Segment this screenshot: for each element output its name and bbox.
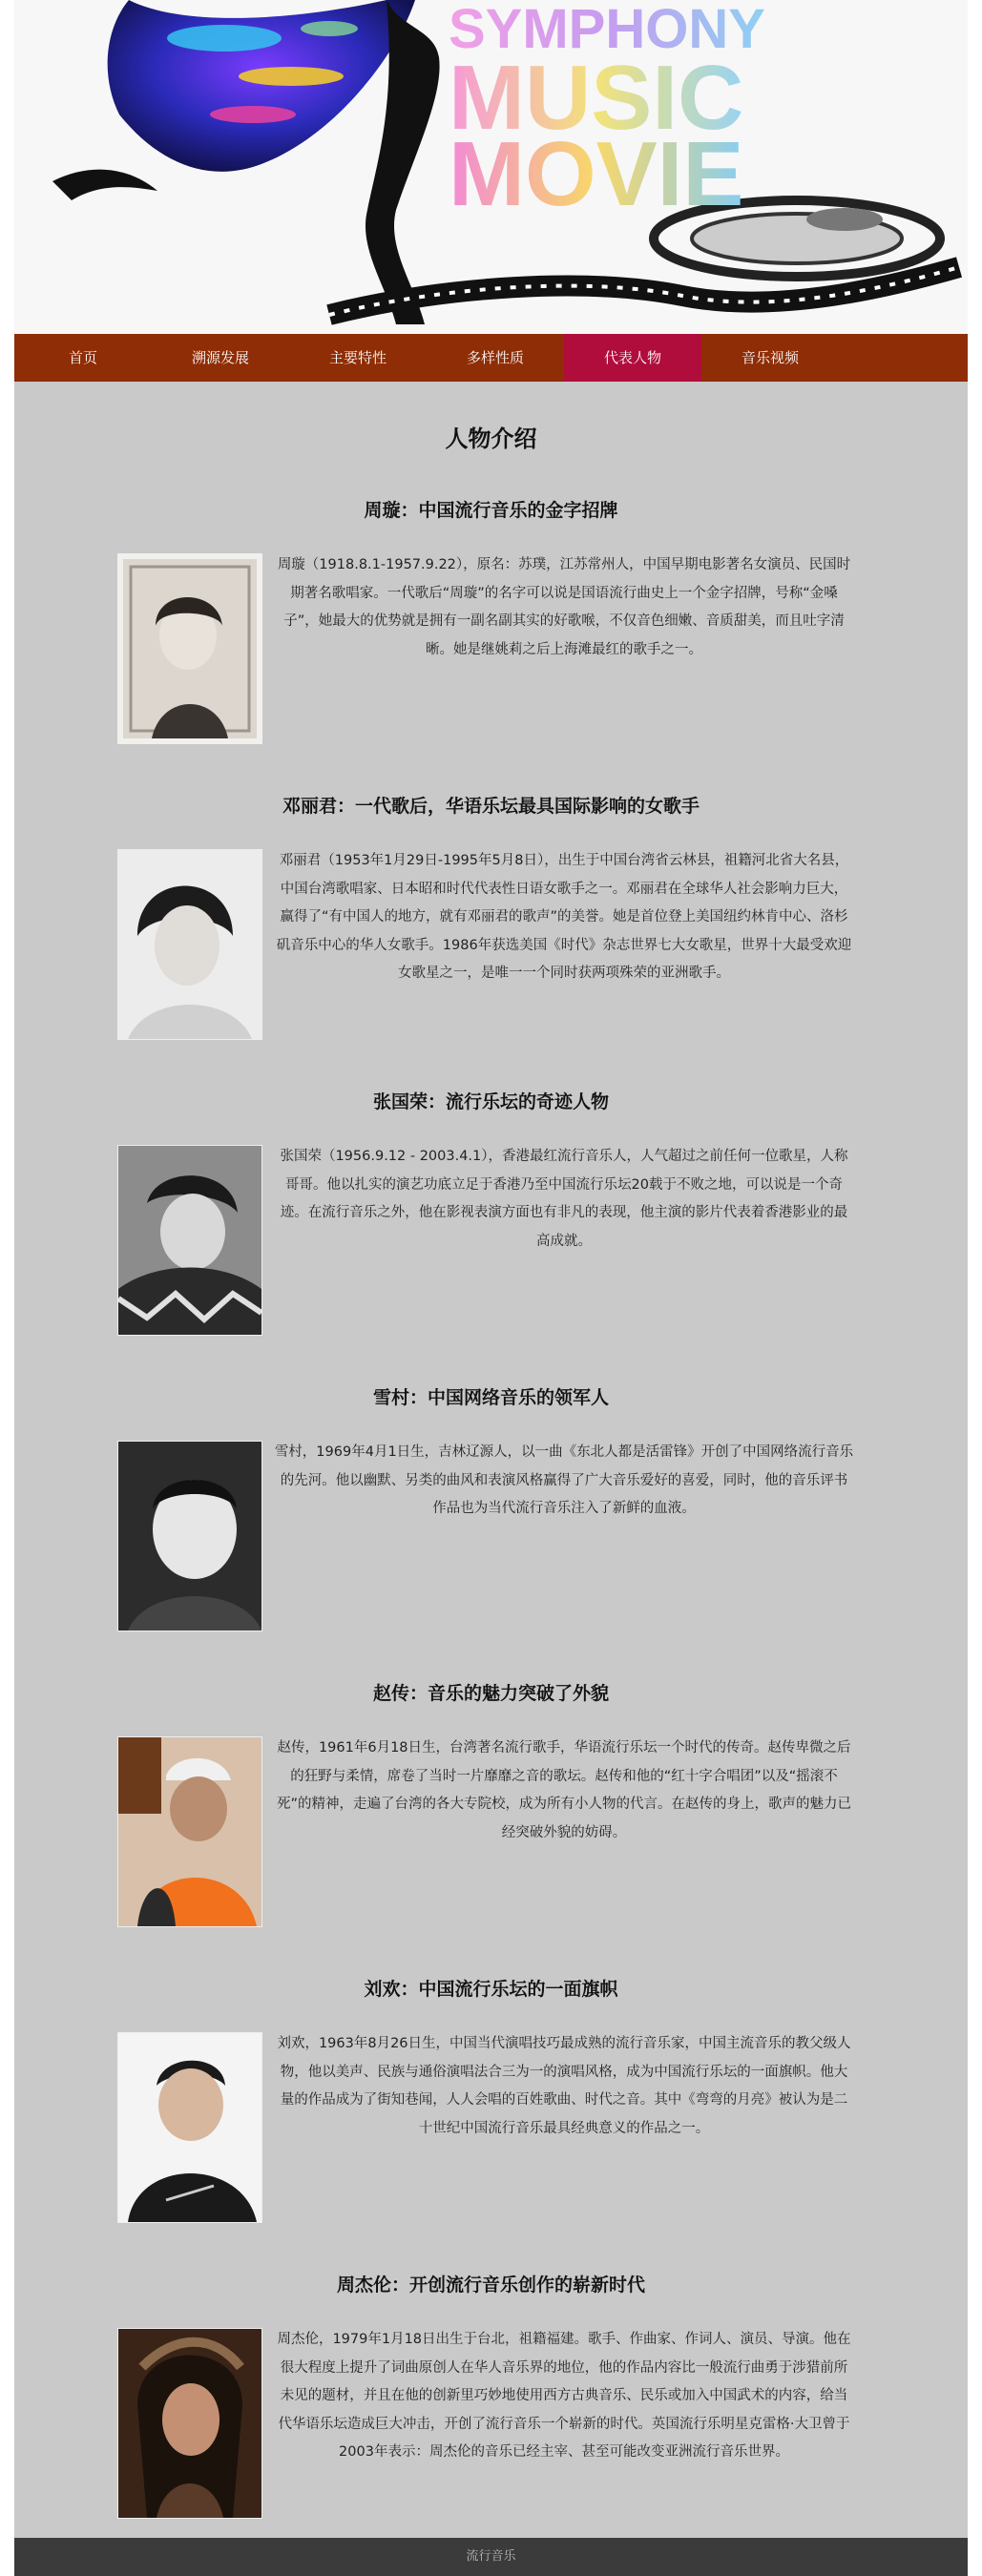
person-section xyxy=(14,1975,968,2252)
person-photo xyxy=(117,553,262,744)
banner-artwork xyxy=(14,0,968,334)
person-heading: 邓丽君：一代歌后，华语乐坛最具国际影响的女歌手 xyxy=(282,796,700,817)
person-photo xyxy=(117,1145,262,1336)
footer xyxy=(14,2538,968,2576)
banner-line-music: MUSIC xyxy=(449,47,744,149)
nav-home[interactable]: 首页 xyxy=(68,349,97,366)
page-container xyxy=(14,0,968,2576)
person-description: 周璇（1918.8.1-1957.9.22），原名：苏璞，江苏常州人，中国早期电影著名女演员、民国时期著名歌唱家。一代歌后“周璇”的名字可以说是国语流行曲史上一个金字招牌，号称“金嗓子”，她最大的优势就是拥有一副名副其实的好歌喉，不仅音色细嫩、音质甜美，而且吐字清晰。她是继姚莉之后上海滩最红的歌手之一。 xyxy=(277,557,851,657)
page-title: 人物介绍 xyxy=(445,426,537,452)
header-banner xyxy=(14,0,968,334)
footer-text: 流行音乐 xyxy=(466,2549,516,2564)
person-section xyxy=(14,792,968,1069)
person-heading: 赵传：音乐的魅力突破了外貌 xyxy=(372,1683,609,1704)
nav-diversity[interactable]: 多样性质 xyxy=(466,349,524,366)
main-nav xyxy=(14,334,968,382)
person-description: 赵传，1961年6月18日生，台湾著名流行歌手，华语流行乐坛一个时代的传奇。赵传卑微之后的狂野与柔情，席卷了当时一片靡靡之音的歌坛。赵传和他的“红十字合唱团”以及“摇滚不死”的精神，走遍了台湾的各大专院校，成为所有小人物的代言。在赵传的身上，歌声的魅力已经突破外貌的妨碍。 xyxy=(276,1740,851,1840)
person-description: 邓丽君（1953年1月29日-1995年5月8日），出生于中国台湾省云林县，祖籍河北省大名县，中国台湾歌唱家、日本昭和时代代表性日语女歌手之一。邓丽君在全球华人社会影响力巨大，赢得了“有中国人的地方，就有邓丽君的歌声”的美誉。她是首位登上美国纽约林肯中心、洛杉矶音乐中心的华人女歌手。1986年获选美国《时代》杂志世界七大女歌星，世界十大最受欢迎女歌星之一，是唯一一个同时获两项殊荣的亚洲歌手。 xyxy=(276,853,852,981)
banner-line-symphony: SYMPHONY xyxy=(449,0,765,60)
person-description: 张国荣（1956.9.12 - 2003.4.1），香港最红流行音乐人，人气超过之前任何一位歌星，人称哥哥。他以扎实的演艺功底立足于香港乃至中国流行乐坛20载于不败之地，可以说是一个奇迹。在流行音乐之外，他在影视表演方面也有非凡的表现，他主演的影片代表着香港影业的最高成就。 xyxy=(280,1149,848,1249)
person-description: 周杰伦，1979年1月18日出生于台北，祖籍福建。歌手、作曲家、作词人、演员、导演。他在很大程度上提升了词曲原创人在华人音乐界的地位，他的作品内容比一般流行曲勇于涉猎前所未见的题材，并且在他的创新里巧妙地使用西方古典音乐、民乐或加入中国武术的内容，给当代华语乐坛造成巨大冲击，开创了流行音乐一个崭新的时代。英国流行乐明星克雷格·大卫曾于2003年表示：周杰伦的音乐已经主宰、甚至可能改变亚洲流行音乐世界。 xyxy=(277,2332,851,2460)
person-description: 雪村，1969年4月1日生，吉林辽源人，以一曲《东北人都是活雷锋》开创了中国网络流行音乐的先河。他以幽默、另类的曲风和表演风格赢得了广大音乐爱好的喜爱，同时，他的音乐评书作品也为当代流行音乐注入了新鲜的血液。 xyxy=(274,1444,854,1516)
person-section xyxy=(14,2271,968,2538)
person-section xyxy=(14,1383,968,1660)
person-heading: 周璇：中国流行音乐的金字招牌 xyxy=(364,500,618,521)
person-section xyxy=(14,1088,968,1364)
nav-origin[interactable]: 溯源发展 xyxy=(191,349,249,366)
nav-videos[interactable]: 音乐视频 xyxy=(741,349,799,366)
banner-line-movie: MOVIE xyxy=(449,123,744,225)
person-section xyxy=(14,1679,968,1956)
person-section xyxy=(14,496,968,763)
person-heading: 刘欢：中国流行乐坛的一面旗帜 xyxy=(364,1979,618,2000)
person-photo xyxy=(117,2328,262,2519)
person-photo xyxy=(117,1736,262,1927)
person-photo xyxy=(117,2032,262,2223)
person-photo xyxy=(117,1441,262,1631)
person-heading: 雪村：中国网络音乐的领军人 xyxy=(372,1387,609,1408)
person-heading: 张国荣：流行乐坛的奇迹人物 xyxy=(372,1091,609,1112)
nav-representatives[interactable]: 代表人物 xyxy=(564,334,701,382)
person-photo xyxy=(117,849,262,1040)
person-description: 刘欢，1963年8月26日生，中国当代演唱技巧最成熟的流行音乐家，中国主流音乐的教父级人物，他以美声、民族与通俗演唱法合三为一的演唱风格，成为中国流行乐坛的一面旗帜。他大量的作品成为了街知巷闻，人人会唱的百姓歌曲、时代之音。其中《弯弯的月亮》被认为是二十世纪中国流行音乐最具经典意义的作品之一。 xyxy=(277,2036,851,2136)
person-heading: 周杰伦：开创流行音乐创作的崭新时代 xyxy=(336,2275,645,2296)
nav-features[interactable]: 主要特性 xyxy=(328,349,387,366)
